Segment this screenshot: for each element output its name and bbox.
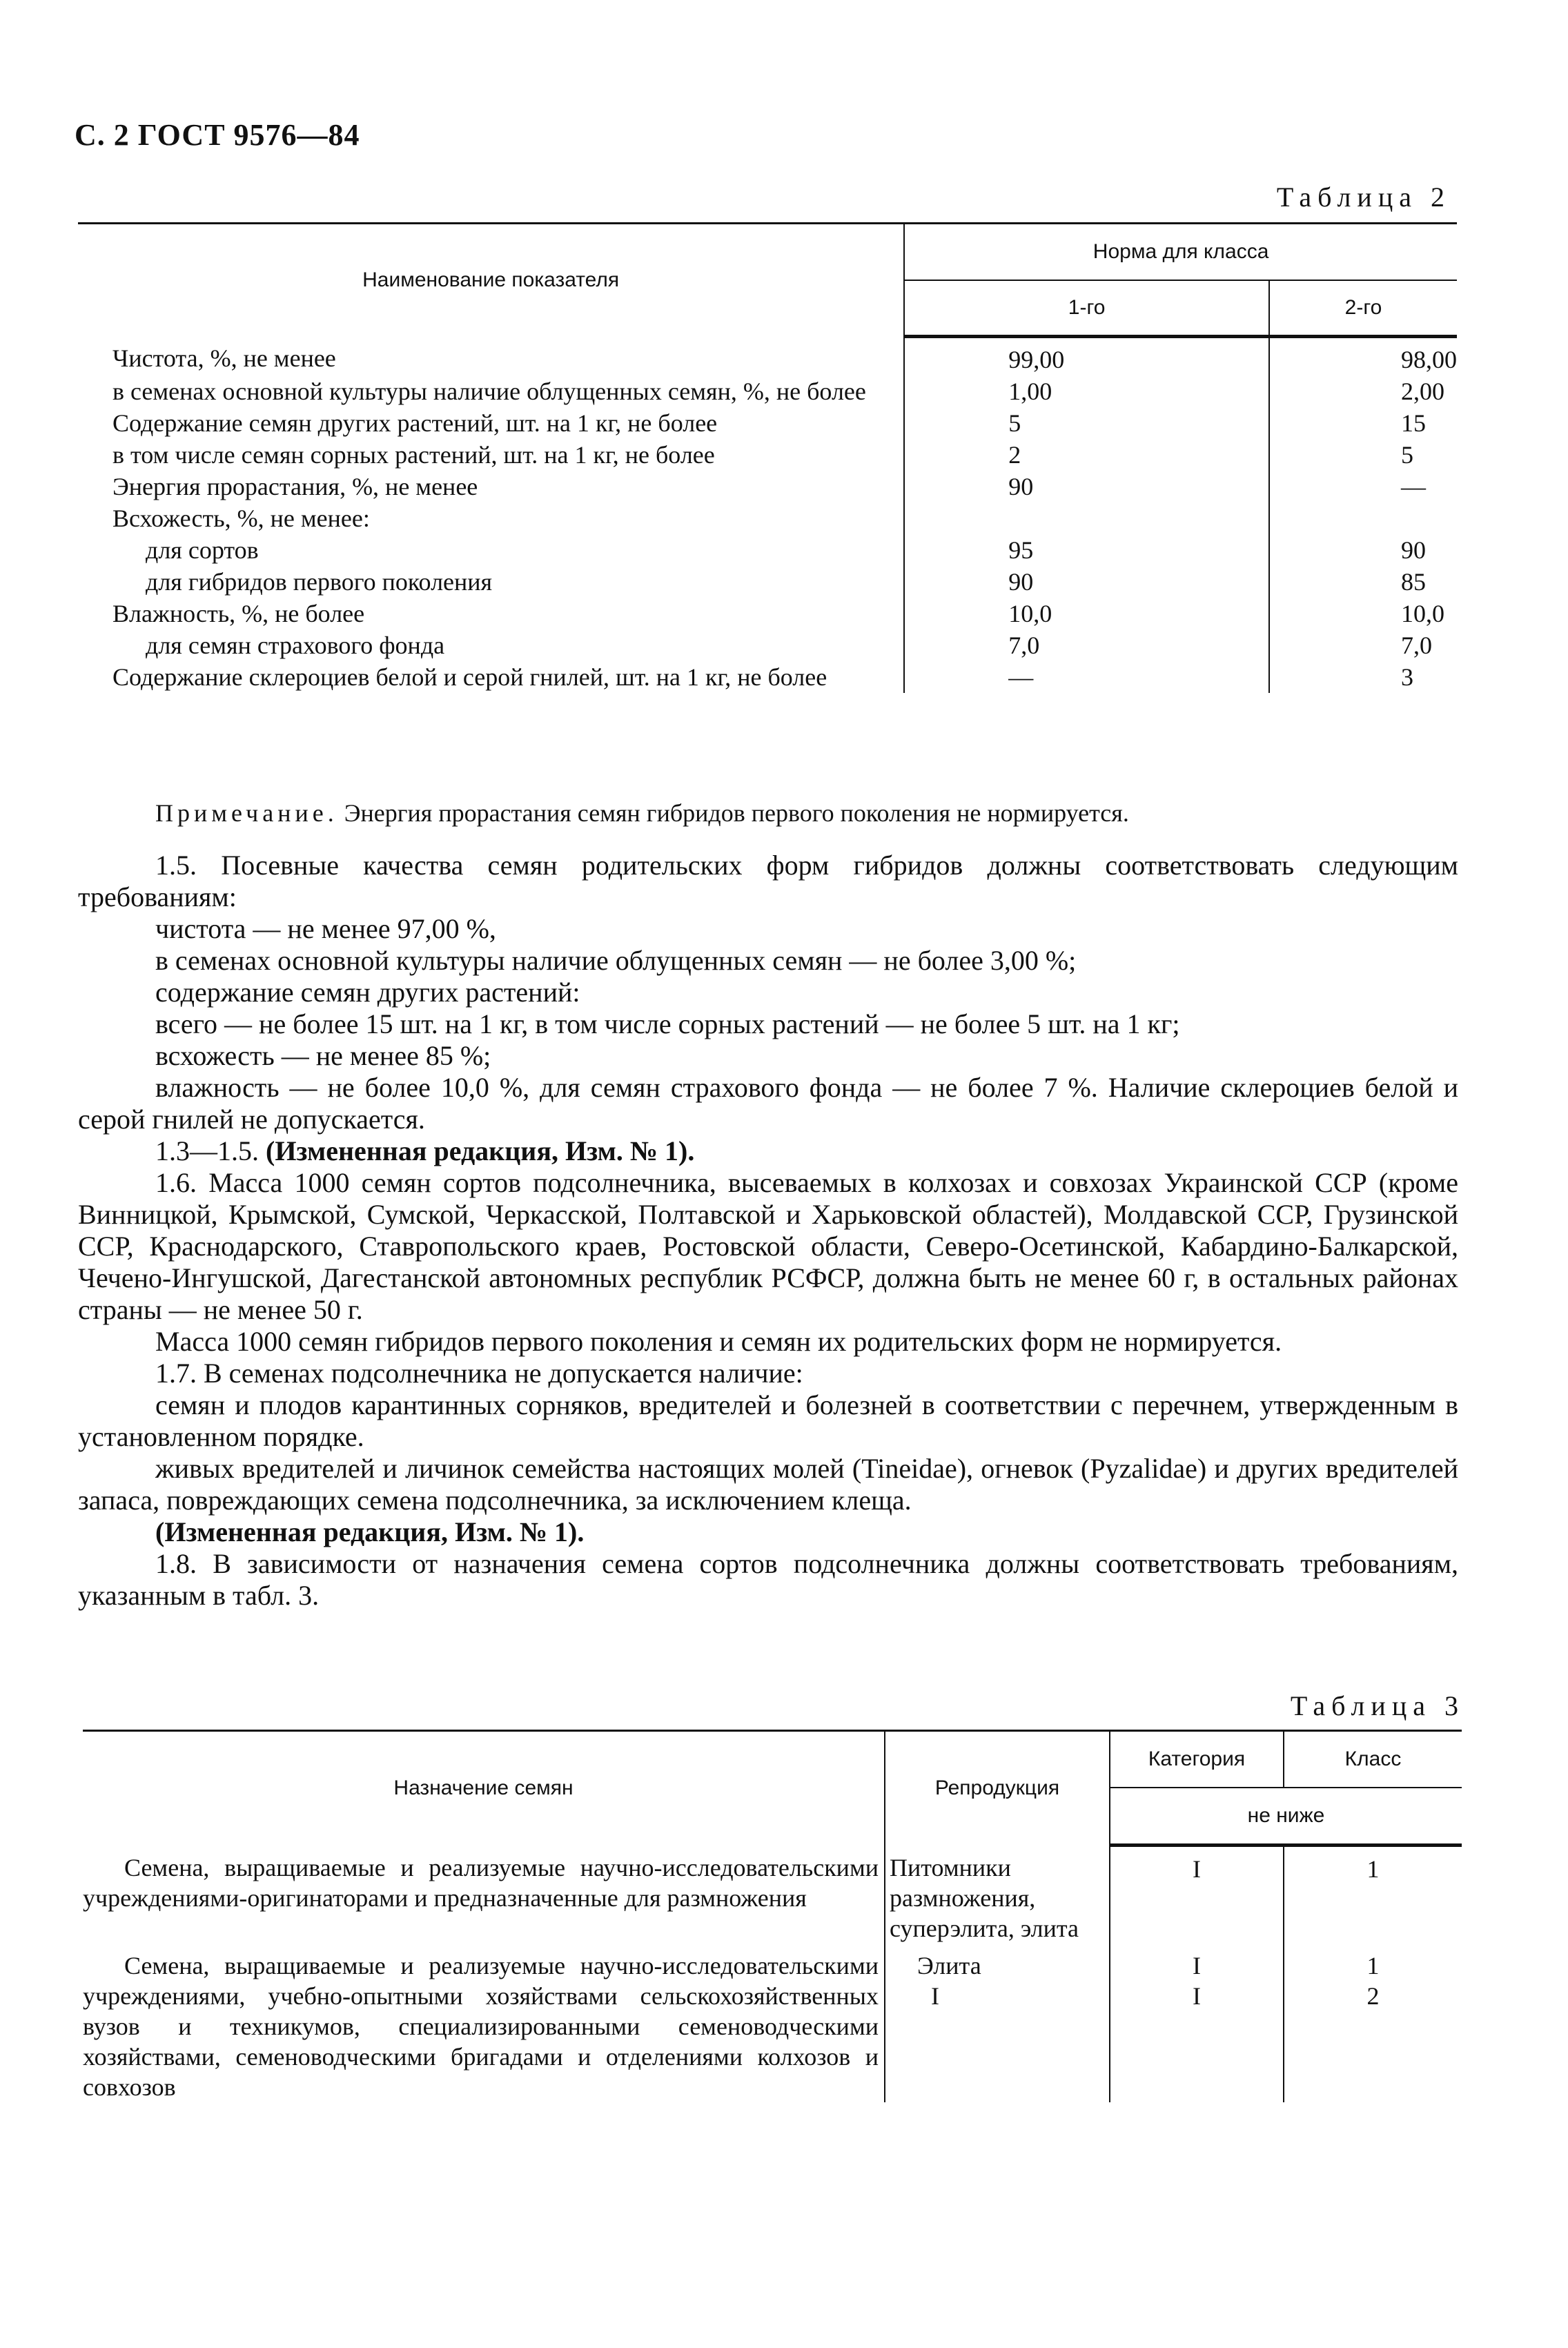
edition-text: (Измененная редакция, Изм. № 1).: [155, 1516, 585, 1547]
row-value-class2: 5: [1269, 439, 1457, 471]
row-value-class1: 90: [904, 566, 1269, 598]
category-a: I: [1193, 1951, 1201, 1979]
row-purpose: Семена, выращиваемые и реализуемые научно-исследовательскими учреждениями-оригинаторами и предназначенные для размножения: [83, 1853, 879, 1912]
edition-note-1: [78, 1135, 1458, 1167]
paragraph-1-6b: Масса 1000 семян гибридов первого поколения и семян их родительских форм не нормируется.: [155, 1326, 1282, 1357]
class-a: 1: [1366, 1951, 1380, 1979]
row-name: Содержание склероциев белой и серой гнилей, шт. на 1 кг, не более: [112, 663, 827, 691]
table-row: [78, 471, 1457, 502]
row-value-class2: 98,00: [1269, 337, 1457, 376]
item-total: всего — не более 15 шт. на 1 кг, в том числе сорных растений — не более 5 шт. на 1 кг;: [155, 1008, 1180, 1039]
row-category: [1110, 1944, 1284, 2102]
row-value-class1: 99,00: [904, 337, 1269, 376]
table2-note: [78, 797, 1458, 829]
item-germination: всхожесть — не менее 85 %;: [155, 1040, 491, 1071]
table3: [83, 1730, 1462, 2102]
repro-first: I: [931, 1982, 939, 2010]
t3-col-reproduction: Репродукция: [885, 1731, 1110, 1846]
t3-col-class: Класс: [1284, 1731, 1462, 1788]
table-row: [78, 566, 1457, 598]
item-hulled-seeds: в семенах основной культуры наличие облущенных семян — не более 3,00 %;: [155, 945, 1077, 976]
item-purity: чистота — не менее 97,00 %,: [155, 913, 496, 944]
row-value-class2: —: [1269, 471, 1457, 502]
row-value-class1: 90: [904, 471, 1269, 502]
row-value-class1: [904, 502, 1269, 534]
t2-col-name: Наименование показателя: [78, 224, 904, 337]
row-value-class1: 2: [904, 439, 1269, 471]
paragraph-1-6: 1.6. Масса 1000 семян сортов подсолнечника, высеваемых в колхозах и совхозах Украинской ССР (кроме Винницкой, Крымской, Сумской, Черкасской, Полтавской и Харьковской областей), Молдавской ССР, Грузинской ССР, Краснодарского, Ставропольского краев, Ростовской области, Северо-Осетинской, Кабардино-Балкарской, Чечено-Ингушской, Дагестанской автономных республик РСФСР, должна быть не менее 60 г, в остальных районах страны — не менее 50 г.: [78, 1167, 1458, 1325]
t3-col-not-lower: не ниже: [1110, 1788, 1462, 1846]
paragraph-1-7: 1.7. В семенах подсолнечника не допускается наличие:: [155, 1358, 803, 1389]
row-value-class2: 10,0: [1269, 598, 1457, 629]
row-value-class1: 10,0: [904, 598, 1269, 629]
row-name: в том числе семян сорных растений, шт. на 1 кг, не более: [112, 441, 715, 469]
row-value-class1: 5: [904, 407, 1269, 439]
row-value-class2: 15: [1269, 407, 1457, 439]
class-b: 2: [1366, 1982, 1380, 2010]
row-value-class2: 85: [1269, 566, 1457, 598]
edition-text: (Измененная редакция, Изм. № 1).: [266, 1135, 695, 1166]
table-row: [78, 439, 1457, 471]
row-value-class2: 3: [1269, 661, 1457, 693]
t3-col-category: Категория: [1110, 1731, 1284, 1788]
row-class: 1: [1284, 1846, 1462, 1944]
table-row: [83, 1944, 1462, 2102]
row-value-class2: 90: [1269, 534, 1457, 566]
row-name: для гибридов первого поколения: [146, 568, 493, 596]
category-b: I: [1193, 1982, 1201, 2010]
table-row: [83, 1846, 1462, 1944]
row-value-class1: 1,00: [904, 375, 1269, 407]
item-pests: живых вредителей и личинок семейства настоящих молей (Tineidae), огневок (Pyzalidae) и других вредителей запаса, повреждающих семена подсолнечника, за исключением клеща.: [78, 1453, 1458, 1516]
t2-col-norm: Норма для класса: [904, 224, 1457, 281]
paragraph-1-5: 1.5. Посевные качества семян родительских форм гибридов должны соответствовать следующим требованиям:: [78, 850, 1458, 912]
table-row: [78, 598, 1457, 629]
table3-caption: Таблица 3: [1290, 1690, 1464, 1721]
t2-col-class2: 2-го: [1269, 280, 1457, 337]
row-name: Энергия прорастания, %, не менее: [112, 473, 478, 500]
edition-note-2: [78, 1516, 1458, 1548]
row-name: для семян страхового фонда: [146, 632, 445, 659]
item-other-seeds: содержание семян других растений:: [155, 977, 580, 1008]
row-name: Влажность, %, не более: [112, 600, 365, 627]
table-row: [78, 502, 1457, 534]
row-name: в семенах основной культуры наличие облущенных семян, %, не более: [112, 378, 866, 405]
t3-col-purpose: Назначение семян: [83, 1731, 885, 1846]
row-name: Всхожесть, %, не менее:: [112, 505, 370, 532]
repro-elite: Элита: [917, 1951, 981, 1979]
row-value-class1: 7,0: [904, 629, 1269, 661]
table2: [78, 222, 1457, 693]
table-row: [78, 375, 1457, 407]
row-value-class2: [1269, 502, 1457, 534]
row-name: Чистота, %, не менее: [112, 344, 336, 372]
item-moisture: влажность — не более 10,0 %, для семян страхового фонда — не более 7 %. Наличие склероциев белой и серой гнилей не допускается.: [78, 1072, 1458, 1135]
row-name: для сортов: [146, 536, 259, 564]
paragraph-1-8: 1.8. В зависимости от назначения семена сортов подсолнечника должны соответствовать требованиям, указанным в табл. 3.: [78, 1548, 1458, 1611]
row-value-class1: —: [904, 661, 1269, 693]
row-reproduction: Питомники размножения, суперэлита, элита: [885, 1846, 1110, 1944]
body-text: [78, 797, 1458, 1612]
note-text: Энергия прорастания семян гибридов первого поколения не нормируется.: [344, 799, 1129, 827]
t2-col-class1: 1-го: [904, 280, 1269, 337]
table-row: [78, 661, 1457, 693]
row-category: I: [1110, 1846, 1284, 1944]
edition-range: 1.3—1.5.: [155, 1135, 259, 1166]
row-name: Содержание семян других растений, шт. на 1 кг, не более: [112, 409, 718, 437]
table-row: [78, 337, 1457, 376]
note-label: Примечание.: [155, 799, 338, 827]
item-quarantine: семян и плодов карантинных сорняков, вредителей и болезней в соответствии с перечнем, утвержденным в установленном порядке.: [78, 1389, 1458, 1452]
table-row: [78, 407, 1457, 439]
row-purpose: Семена, выращиваемые и реализуемые научно-исследовательскими учреждениями, учебно-опытными хозяйствами сельскохозяйственных вузов и техникумов, специализированными семеноводческими хозяйствами, семеноводческими бригадами и отделениями колхозов и совхозов: [83, 1951, 879, 2101]
table2-caption: Таблица 2: [1276, 182, 1451, 213]
table-row: [78, 629, 1457, 661]
row-value-class2: 2,00: [1269, 375, 1457, 407]
row-class: [1284, 1944, 1462, 2102]
row-value-class1: 95: [904, 534, 1269, 566]
row-reproduction: [885, 1944, 1110, 2102]
document-header: С. 2 ГОСТ 9576—84: [75, 118, 360, 152]
row-value-class2: 7,0: [1269, 629, 1457, 661]
table-row: [78, 534, 1457, 566]
